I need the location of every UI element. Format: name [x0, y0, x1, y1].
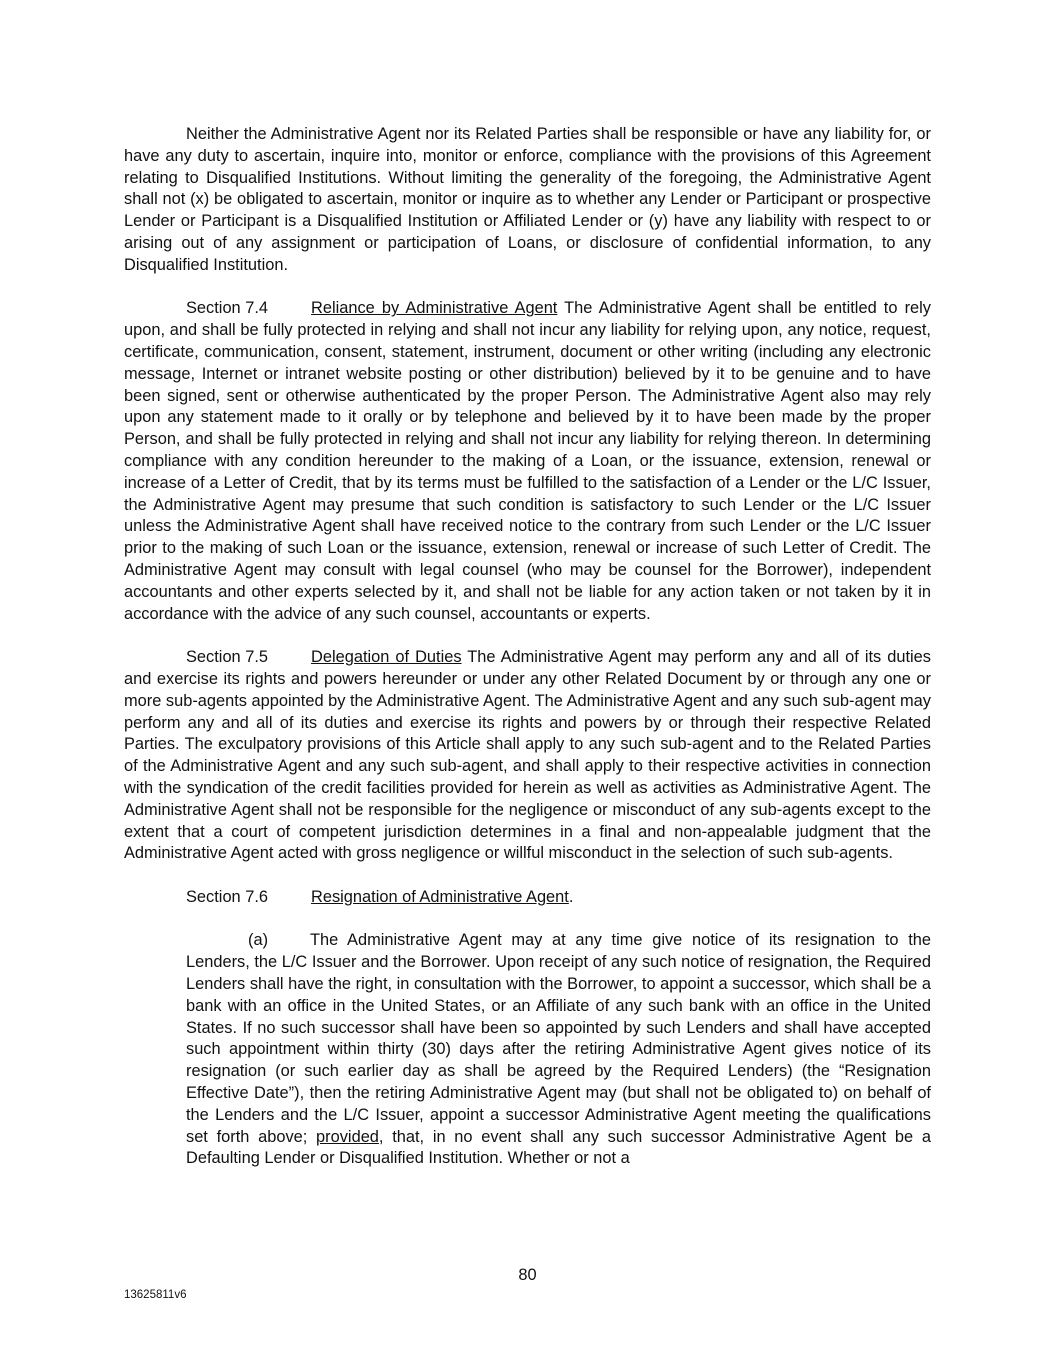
section-7-5: [124, 647, 931, 865]
section-title: Resignation of Administrative Agent: [311, 887, 569, 906]
section-number: Section 7.6: [186, 887, 269, 906]
section-number: Section 7.5: [186, 648, 269, 667]
section-7-4: [124, 298, 931, 625]
document-id: 13625811v6: [124, 1289, 187, 1301]
subsection-body-end: , that, in no event shall any such successor Administrative Agent be a Defaulting Lender or Disqualified Institution. Whether or not a: [186, 1127, 931, 1168]
paragraph-gap: [124, 865, 931, 887]
section-body: The Administrative Agent may perform any and all of its duties and exercise its rights and powers hereunder or under any other Related Document by or through any one or more sub-agents appointed by the Administrative Agent. The Administrative Agent and any such sub-agent may perform any and all of its duties and exercise its rights and powers by or through their respective Related Parties. The exculpatory provisions of this Article shall apply to any such sub-agent and to the Related Parties of the Administrative Agent and any such sub-agent, and shall apply to their respective activities in connection with the syndication of the credit facilities provided for herein as well as activities as Administrative Agent. The Administrative Agent shall not be responsible for the negligence or misconduct of any sub-agents except to the extent that a court of competent jurisdiction determines in a final and non-appealable judgment that the Administrative Agent acted with gross negligence or willful misconduct in the selection of such sub-agents.: [124, 648, 931, 863]
section-body: The Administrative Agent shall be entitled to rely upon, and shall be fully protected in relying and shall not incur any liability for relying upon, any notice, request, certificate, communication, consent, statement, instrument, document or other writing (including any electronic message, Internet or intranet website posting or other distribution) believed by it to be genuine and to have been signed, sent or otherwise authenticated by the proper Person. The Administrative Agent also may rely upon any statement made to it orally or by telephone and believed by it to have been made by the proper Person, and shall be fully protected in relying and shall not incur any liability for relying thereon. In determining compliance with any condition hereunder to the making of a Loan, or the issuance, extension, renewal or increase of a Letter of Credit, that by its terms must be fulfilled to the satisfaction of a Lender or the L/C Issuer, the Administrative Agent may presume that such condition is satisfactory to such Lender or the L/C Issuer unless the Administrative Agent shall have received notice to the contrary from such Lender or the L/C Issuer prior to the making of such Loan or the issuance, extension, renewal or increase of such Letter of Credit. The Administrative Agent may consult with legal counsel (who may be counsel for the Borrower), independent accountants and other experts selected by it, and shall not be liable for any action taken or not taken by it in accordance with the advice of any such counsel, accountants or experts.: [124, 299, 931, 623]
subsection-body-start: The Administrative Agent may at any time give notice of its resignation to the Lenders, the L/C Issuer and the Borrower. Upon receipt of any such notice of resignation, the Required Lenders shall have the right, in consultation with the Borrower, to appoint a successor, which shall be a bank with an office in the United States, or an Affiliate of any such bank with an office in the United States. If no such successor shall have been so appointed by such Lenders and shall have accepted such appointment within thirty (30) days after the retiring Administrative Agent gives notice of its resignation (or such earlier day as shall be agreed by the Required Lenders) (the “Resignation Effective Date”), then the retiring Administrative Agent may (but shall not be obligated to) on behalf of the Lenders and the L/C Issuer, appoint a successor Administrative Agent meeting the qualifications set forth above;: [186, 931, 931, 1146]
paragraph-gap: [124, 277, 931, 299]
provided-term: provided: [316, 1127, 379, 1146]
section-7-6-a: [186, 930, 931, 1170]
subsection-label: (a): [248, 931, 269, 950]
paragraph-disqualified-institutions: Neither the Administrative Agent nor its Related Parties shall be responsible or have any liability for, or have any duty to ascertain, inquire into, monitor or enforce, compliance with the provisions of this Agreement relating to Disqualified Institutions. Without limiting the generality of the foregoing, the Administrative Agent shall not (x) be obligated to ascertain, monitor or inquire as to whether any Lender or Participant or prospective Lender or Participant is a Disqualified Institution or Affiliated Lender or (y) have any liability with respect to or arising out of any assignment or participation of Loans, or disclosure of confidential information, to any Disqualified Institution.: [124, 125, 931, 274]
section-title-suffix: .: [568, 887, 574, 906]
section-7-6-heading: [124, 887, 931, 909]
section-title: Reliance by Administrative Agent: [311, 299, 558, 318]
section-title: Delegation of Duties: [311, 648, 462, 667]
document-page: [124, 124, 931, 1170]
page-number: 80: [518, 1266, 537, 1284]
paragraph-gap: [124, 909, 931, 931]
section-number: Section 7.4: [186, 299, 269, 318]
paragraph-gap: [124, 625, 931, 647]
